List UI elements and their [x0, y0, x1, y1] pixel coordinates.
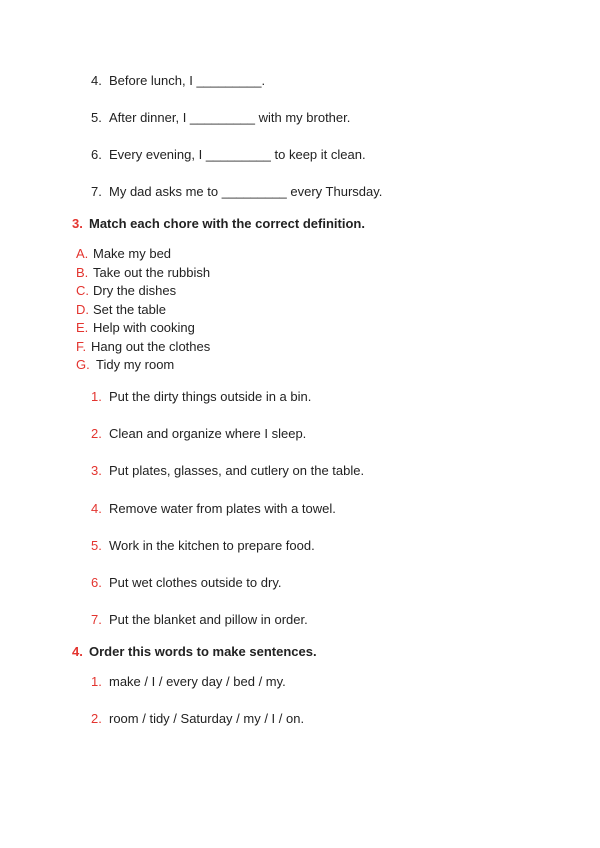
fill-item — [91, 73, 265, 89]
section-4-heading — [72, 644, 317, 660]
definition-item — [91, 426, 306, 442]
chore-text: Set the table — [93, 302, 166, 317]
chore-letter: E. — [76, 320, 89, 335]
item-text: Put the blanket and pillow in order. — [109, 612, 308, 627]
item-text: Every evening, I _________ to keep it clean. — [109, 147, 366, 162]
item-number: 7. — [91, 612, 102, 627]
item-text: room / tidy / Saturday / my / I / on. — [109, 711, 305, 726]
order-item — [91, 674, 286, 690]
chore-item — [76, 302, 166, 318]
chore-letter: A. — [76, 246, 89, 261]
chore-letter: B. — [76, 265, 89, 280]
chore-item — [76, 357, 174, 373]
item-text: After dinner, I _________ with my brother. — [109, 110, 351, 125]
definition-item — [91, 389, 311, 405]
definition-item — [91, 501, 336, 517]
chore-letter: G. — [76, 357, 90, 372]
definition-item — [91, 463, 364, 479]
definition-item — [91, 612, 308, 628]
chore-text: Dry the dishes — [93, 283, 177, 298]
item-number: 5. — [91, 110, 102, 125]
fill-item — [91, 110, 350, 126]
chore-letter: D. — [76, 302, 89, 317]
chore-text: Help with cooking — [93, 320, 195, 335]
item-text: Work in the kitchen to prepare food. — [109, 538, 315, 553]
section-3-heading — [72, 216, 365, 232]
chore-item — [76, 246, 171, 262]
section-number: 4. — [72, 644, 83, 659]
item-text: Put wet clothes outside to dry. — [109, 575, 282, 590]
chore-letter: C. — [76, 283, 89, 298]
item-text: Before lunch, I _________. — [109, 73, 266, 88]
item-text: Remove water from plates with a towel. — [109, 501, 336, 516]
chore-text: Take out the rubbish — [93, 265, 211, 280]
item-number: 1. — [91, 389, 102, 404]
definition-item — [91, 575, 281, 591]
item-number: 4. — [91, 501, 102, 516]
item-number: 6. — [91, 575, 102, 590]
item-text: Put plates, glasses, and cutlery on the table. — [109, 463, 365, 478]
section-title: Order this words to make sentences. — [89, 644, 317, 659]
item-number: 3. — [91, 463, 102, 478]
fill-item — [91, 147, 366, 163]
item-text: Clean and organize where I sleep. — [109, 426, 307, 441]
chore-letter: F. — [76, 339, 87, 354]
item-number: 1. — [91, 674, 102, 689]
item-number: 5. — [91, 538, 102, 553]
item-number: 2. — [91, 426, 102, 441]
item-text: Put the dirty things outside in a bin. — [109, 389, 312, 404]
item-number: 2. — [91, 711, 102, 726]
item-text: make / I / every day / bed / my. — [109, 674, 286, 689]
section-number: 3. — [72, 216, 83, 231]
item-number: 4. — [91, 73, 102, 88]
chore-item — [76, 339, 210, 355]
item-number: 6. — [91, 147, 102, 162]
chore-text: Make my bed — [93, 246, 172, 261]
chore-text: Tidy my room — [96, 357, 175, 372]
item-text: My dad asks me to _________ every Thursday. — [109, 184, 383, 199]
item-number: 7. — [91, 184, 102, 199]
section-title: Match each chore with the correct definition. — [89, 216, 365, 231]
chore-item — [76, 320, 195, 336]
fill-item — [91, 184, 382, 200]
chore-item — [76, 283, 176, 299]
chore-item — [76, 265, 210, 281]
chore-text: Hang out the clothes — [91, 339, 211, 354]
order-item — [91, 711, 304, 727]
definition-item — [91, 538, 315, 554]
